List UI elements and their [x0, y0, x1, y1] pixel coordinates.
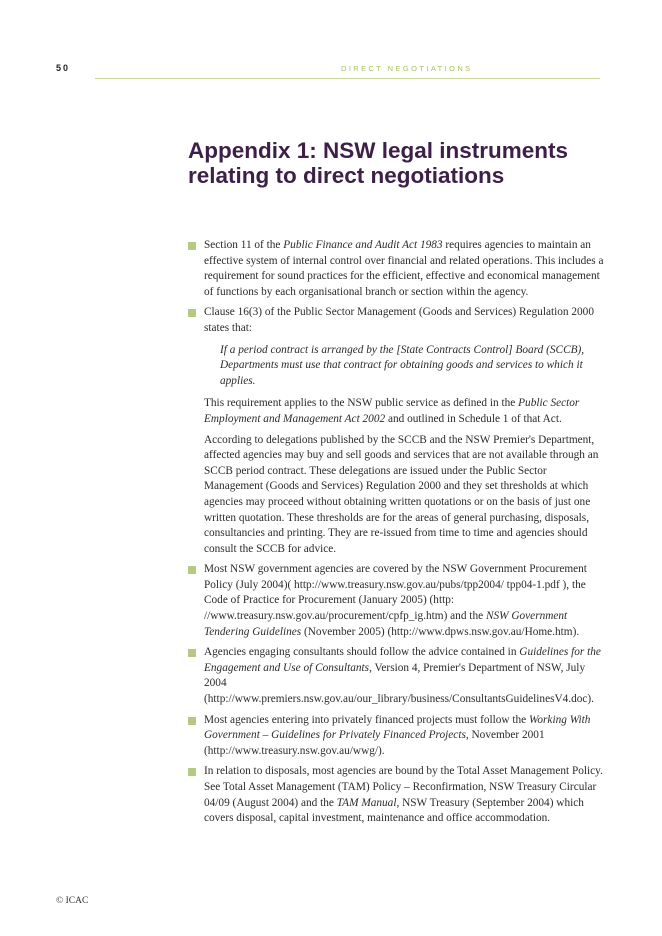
square-bullet-icon	[188, 768, 196, 776]
list-item-text: In relation to disposals, most agencies are bound by the Total Asset Management Policy. See Total Asset Management (TAM) Policy – Reconfirmation, NSW Treasury Circular 04/09 (August 2004) and the TAM Manual, NSW Treasury (September 2004) which covers disposal, capital investment, maintenance and office accommodation.	[204, 765, 603, 825]
list-item-text: Most agencies entering into privately financed projects must follow the Working With Government – Guidelines for Privately Financed Projects, November 2001 (http://www.treasury.nsw.gov.au/wwg/).	[204, 713, 591, 757]
copyright-footer: © ICAC	[56, 896, 89, 906]
square-bullet-icon	[188, 649, 196, 657]
list-item	[188, 645, 608, 707]
paragraph: This requirement applies to the NSW public service as defined in the Public Sector Employment and Management Act 2002 and outlined in Schedule 1 of that Act.	[204, 397, 580, 425]
list-item	[188, 713, 608, 760]
appendix-body	[188, 238, 608, 832]
paragraph: According to delegations published by the SCCB and the NSW Premier's Department, affected agencies may buy and sell goods and services that are not available through an SCCB period contract. These delegations are issued under the Public Sector Management (Goods and Services) Regulation 2000 and they set thresholds at which agencies may proceed without obtaining written quotations or on the basis of just one written quotation. These thresholds are for the areas of general purchasing, disposals, consultancies and printing. They are re-issued from time to time and agencies should consult the SCCB for advice.	[204, 433, 599, 555]
running-header: DIRECT NEGOTIATIONS	[341, 64, 473, 73]
square-bullet-icon	[188, 566, 196, 574]
list-item-text: Agencies engaging consultants should follow the advice contained in Guidelines for the Engagement and Use of Consultants, Version 4, Premier's Department of NSW, July 2004 (http://www.premiers.nsw.gov.au/our_library/business/ConsultantsGuidelinesV4.doc).	[204, 646, 601, 706]
page-number: 50	[56, 63, 71, 73]
list-item-text: Section 11 of the Public Finance and Audit Act 1983 requires agencies to maintain an effective system of internal control over financial and related operations. This includes a requirement for sound practices for the efficient, effective and economical management of functions by each organisational branch or section within the agency.	[204, 239, 604, 298]
square-bullet-icon	[188, 242, 196, 250]
regulation-quote: If a period contract is arranged by the [State Contracts Control] Board (SCCB), Departments must use that contract for obtaining goods and services to which it applies.	[220, 343, 585, 387]
page-title: Appendix 1: NSW legal instruments relating to direct negotiations	[188, 138, 569, 188]
header-divider	[95, 78, 600, 79]
list-item	[188, 764, 608, 826]
square-bullet-icon	[188, 717, 196, 725]
square-bullet-icon	[188, 309, 196, 317]
list-item	[188, 305, 608, 336]
list-item-text: Most NSW government agencies are covered by the NSW Government Procurement Policy (July 2004)( http://www.treasury.nsw.gov.au/pubs/tpp2004/ tpp04-1.pdf ), the Code of Practice for Procurement (January 2005) (http: //www.treasury.nsw.gov.au/procurement/cpfp_ig.htm) and the NSW Government Tendering Guidelines (November 2005) (http://www.dpws.nsw.gov.au/Home.htm).	[204, 563, 587, 638]
list-item-text: Clause 16(3) of the Public Sector Management (Goods and Services) Regulation 2000 states that:	[204, 306, 594, 334]
list-item	[188, 238, 608, 300]
list-item	[188, 562, 608, 640]
